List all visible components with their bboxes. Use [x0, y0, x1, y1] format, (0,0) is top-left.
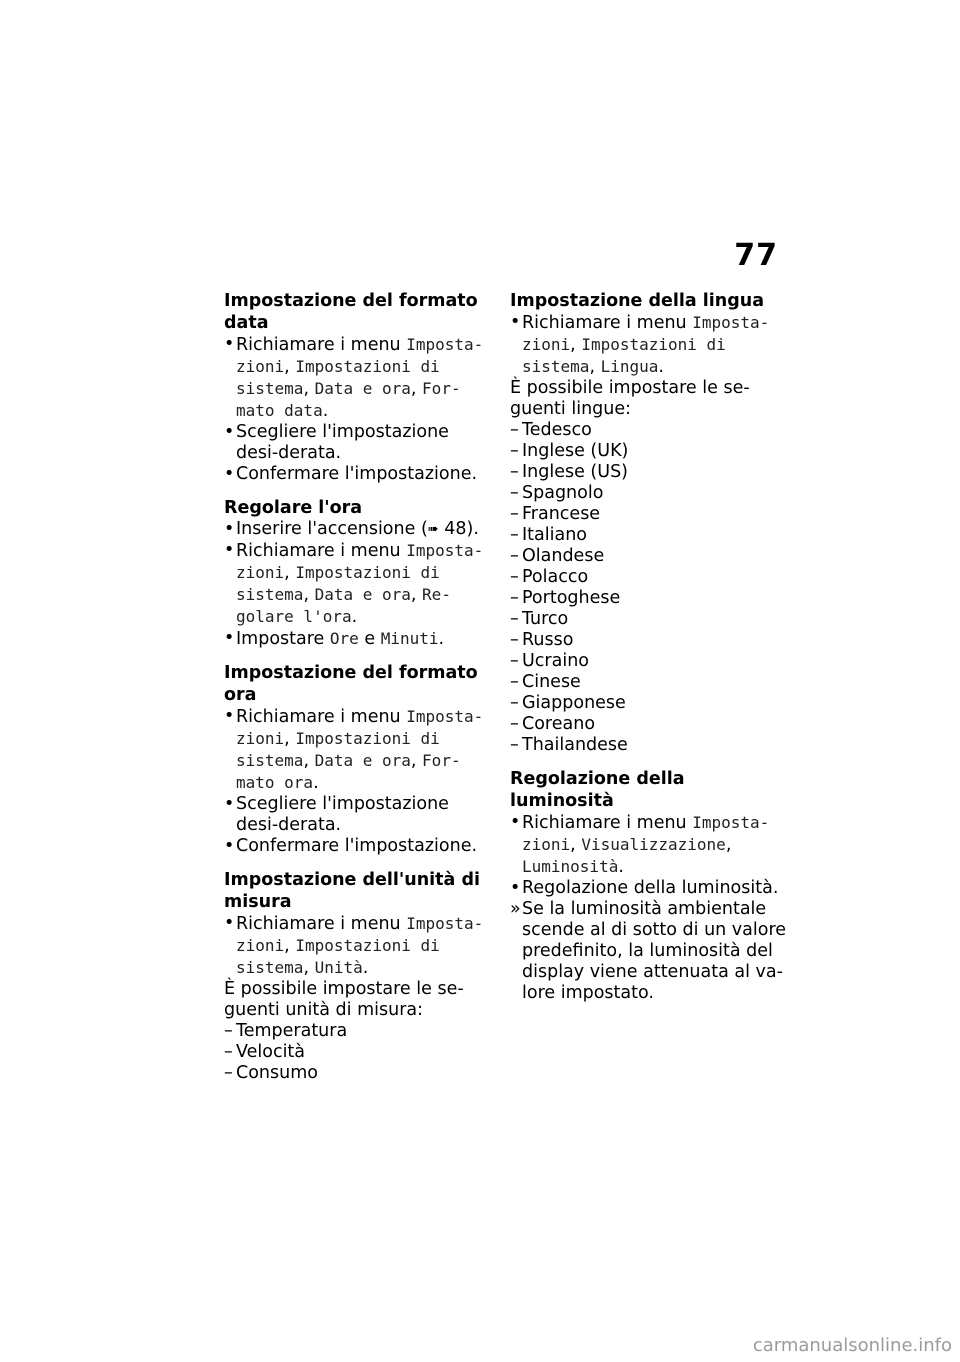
menu-path: Impostazioni di sistema — [236, 357, 440, 398]
list-item: – Spagnolo — [510, 483, 790, 504]
section-brightness — [510, 768, 790, 1004]
intro-text: È possibile impostare le se-guenti unità di misura: — [224, 979, 464, 1020]
step: • Scegliere l'impostazione desi-derata. — [224, 794, 496, 836]
step-text: Impostare — [236, 629, 330, 649]
step-text: Richiamare i menu — [236, 707, 407, 727]
menu-path: For-mato data — [236, 379, 461, 420]
list-item: – Consumo — [224, 1063, 496, 1084]
step-text: Inserire l'accensione ( — [236, 519, 428, 539]
page-reference-arrow-icon: ➠ — [427, 522, 439, 537]
step-text: ). — [466, 519, 479, 539]
step — [224, 519, 496, 540]
list-item: – Francese — [510, 504, 790, 525]
list-item: – Olandese — [510, 546, 790, 567]
list-item: – Ucraino — [510, 651, 790, 672]
menu-path: Unità — [314, 958, 363, 977]
section-time-format — [224, 662, 496, 857]
left-column — [224, 290, 496, 1096]
menu-path: Imposta-zioni — [236, 707, 484, 748]
list-item: – Inglese (US) — [510, 462, 790, 483]
menu-path: Impostazioni di sistema — [236, 936, 440, 977]
menu-path: Luminosità — [522, 857, 619, 876]
step: • Impostare Ore e Minuti. — [224, 628, 496, 650]
step: • Richiamare i menu Imposta-zioni, Impostazioni di sistema, Lingua. — [510, 312, 790, 378]
list-item: – Portoghese — [510, 588, 790, 609]
menu-path: Imposta-zioni — [236, 914, 484, 955]
step: • Richiamare i menu Imposta-zioni, Impostazioni di sistema, Unità. — [224, 913, 496, 979]
list-item: – Coreano — [510, 714, 790, 735]
list-item: – Temperatura — [224, 1021, 496, 1042]
step: • Richiamare i menu Imposta-zioni, Impostazioni di sistema, Data e ora, For-mato ora. — [224, 706, 496, 794]
menu-path: Data e ora — [314, 585, 411, 604]
step: • Richiamare i menu Imposta-zioni, Visualizzazione, Luminosità. — [510, 812, 790, 878]
section-date-format — [224, 290, 496, 485]
step: • Regolazione della luminosità. — [510, 878, 790, 899]
menu-path: Data e ora — [314, 751, 411, 770]
section-title: Impostazione dell'unità di misura — [224, 870, 480, 912]
step: • Confermare l'impostazione. — [224, 464, 496, 485]
list-item: – Polacco — [510, 567, 790, 588]
section-set-time — [224, 497, 496, 650]
section-title: Regolare l'ora — [224, 498, 363, 518]
section-title: Impostazione del formato data — [224, 291, 478, 333]
list-item: – Russo — [510, 630, 790, 651]
step-text: Richiamare i menu — [236, 914, 407, 934]
list-item: – Tedesco — [510, 420, 790, 441]
list-item: – Cinese — [510, 672, 790, 693]
list-item: – Italiano — [510, 525, 790, 546]
menu-path: Impostazioni di sistema — [236, 563, 440, 604]
step-text: Richiamare i menu — [522, 813, 693, 833]
menu-path: Ore — [329, 629, 359, 648]
list-item: – Giapponese — [510, 693, 790, 714]
menu-path: Data e ora — [314, 379, 411, 398]
step-text: e — [358, 629, 381, 649]
section-title: Regolazione della luminosità — [510, 769, 685, 811]
step-text: Richiamare i menu — [236, 541, 407, 561]
step-text: Richiamare i menu — [236, 335, 407, 355]
menu-path: For-mato ora — [236, 751, 461, 792]
list-item: – Turco — [510, 609, 790, 630]
step-text: Richiamare i menu — [522, 313, 693, 333]
menu-path: Impostazioni di sistema — [522, 335, 726, 376]
section-units — [224, 869, 496, 1084]
right-column — [510, 290, 790, 1016]
page-reference: 48 — [444, 519, 467, 539]
menu-path: Lingua — [600, 357, 659, 376]
section-title: Impostazione della lingua — [510, 291, 765, 311]
menu-path: Minuti — [380, 629, 439, 648]
step: • Confermare l'impostazione. — [224, 836, 496, 857]
list-item: – Thailandese — [510, 735, 790, 756]
menu-path: Visualizzazione — [581, 835, 726, 854]
intro-text: È possibile impostare le se-guenti lingue: — [510, 378, 750, 419]
watermark: carmanualsonline.info — [752, 1335, 952, 1356]
step: • Richiamare i menu Imposta-zioni, Impostazioni di sistema, Data e ora, For-mato data. — [224, 334, 496, 422]
section-title: Impostazione del formato ora — [224, 663, 478, 705]
result-text: » Se la luminosità ambientale scende al di sotto di un valore predefinito, la luminosità del display viene attenuata al va-lore impostato. — [510, 899, 790, 1004]
menu-path: Imposta-zioni — [522, 313, 770, 354]
step: • Richiamare i menu Imposta-zioni, Impostazioni di sistema, Data e ora, Re-golare l'ora. — [224, 540, 496, 628]
list-item: – Inglese (UK) — [510, 441, 790, 462]
page-number: 77 — [734, 238, 778, 273]
menu-path: Re-golare l'ora — [236, 585, 451, 626]
menu-path: Impostazioni di sistema — [236, 729, 440, 770]
menu-path: Imposta-zioni — [236, 541, 484, 582]
list-item: – Velocità — [224, 1042, 496, 1063]
menu-path: Imposta-zioni — [522, 813, 770, 854]
section-language — [510, 290, 790, 756]
step: • Scegliere l'impostazione desi-derata. — [224, 422, 496, 464]
menu-path: Imposta-zioni — [236, 335, 484, 376]
